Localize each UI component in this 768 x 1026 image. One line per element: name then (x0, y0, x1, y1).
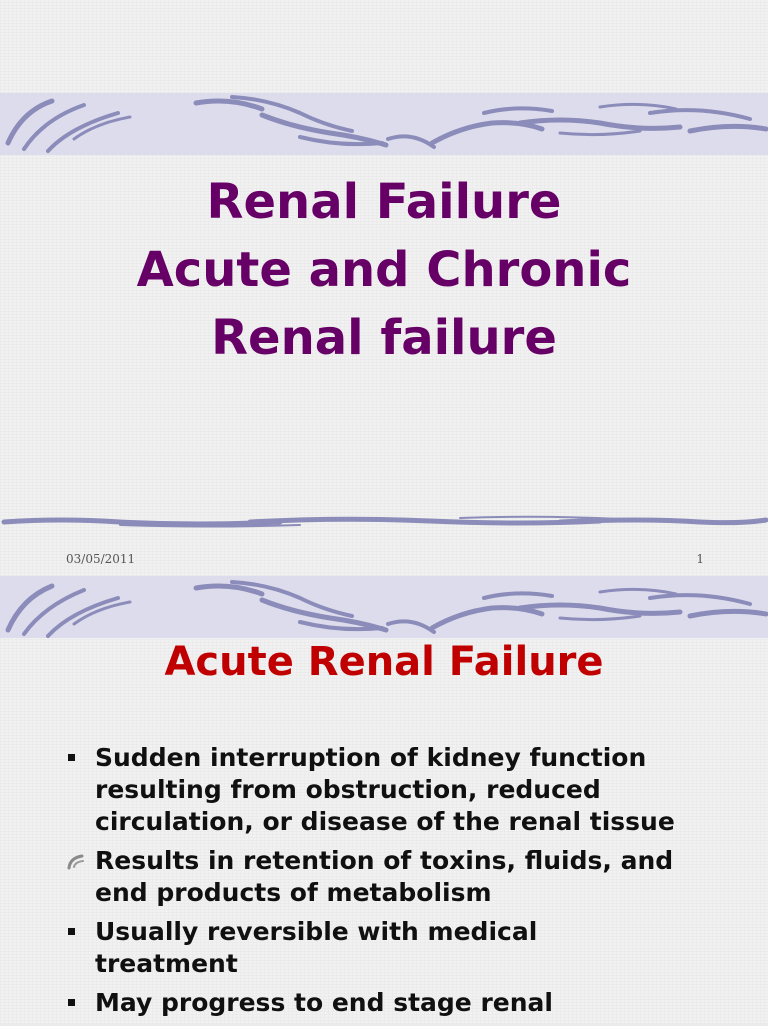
bullet-line: Results in retention of toxins, fluids, and (95, 846, 674, 875)
slide-date: 03/05/2011 (66, 552, 136, 566)
decorative-bottom-line (0, 512, 768, 532)
slide-number: 1 (696, 552, 704, 566)
bullet-line: May progress to end stage renal (95, 988, 553, 1017)
slide-2-title: Acute Renal Failure (164, 639, 604, 685)
bullet-item (62, 987, 752, 1019)
bullet-line: Usually reversible with medical (95, 917, 538, 946)
square-bullet-icon (66, 916, 86, 948)
bullet-line: circulation, or disease of the renal tissue (95, 807, 675, 836)
square-bullet-icon (66, 742, 86, 774)
slide-1-title (0, 168, 768, 372)
slide-2 (0, 576, 768, 1024)
bullet-line: Sudden interruption of kidney function (95, 743, 647, 772)
decorative-swirl-banner (0, 93, 768, 155)
bullet-item (62, 916, 752, 980)
square-bullet-icon (66, 987, 86, 1019)
title-line-3: Renal failure (211, 310, 557, 366)
bullet-item (62, 845, 752, 909)
bullet-line: treatment (95, 949, 238, 978)
decorative-swirl-banner (0, 576, 768, 638)
title-line-2: Acute and Chronic (136, 242, 632, 298)
bullet-line: end products of metabolism (95, 878, 492, 907)
swirl-bullet-icon (66, 845, 86, 877)
bullet-list (62, 742, 752, 1026)
title-line-1: Renal Failure (206, 174, 562, 230)
bullet-line: resulting from obstruction, reduced (95, 775, 601, 804)
bullet-item (62, 742, 752, 838)
